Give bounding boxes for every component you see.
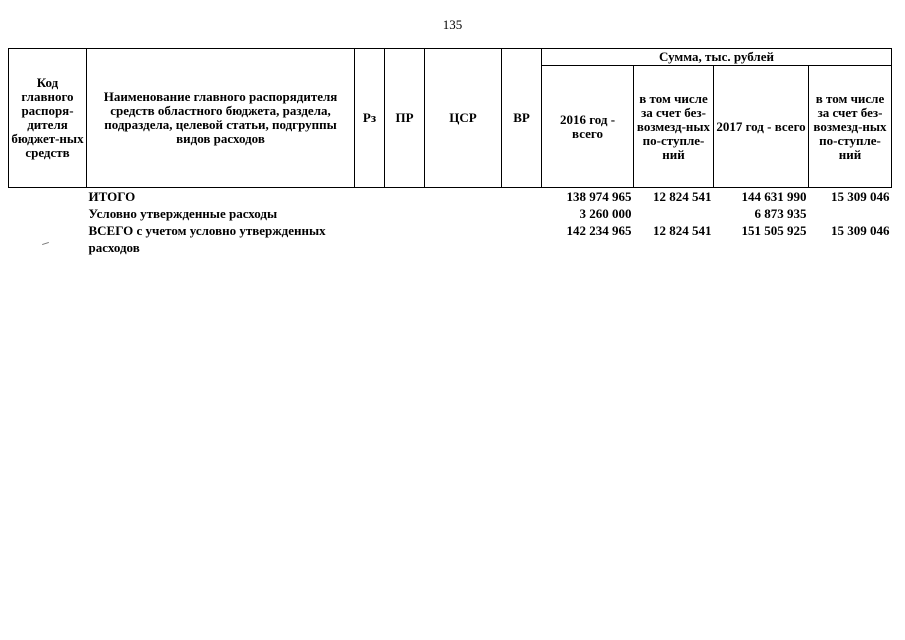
cell-2017-gratuitous: 15 309 046 — [831, 223, 890, 238]
table-row-conditional — [9, 205, 892, 222]
cell-2016-total: 3 260 000 — [579, 206, 632, 221]
header-2016-total: 2016 год - всего — [542, 66, 634, 188]
cell-2016-gratuitous: 12 824 541 — [653, 223, 712, 238]
cell-2017-total: 144 631 990 — [741, 189, 807, 204]
row-name: ВСЕГО с учетом условно утвержденных расходов — [88, 223, 326, 255]
header-2016-gratuitous: в том числе за счет без-возмезд-ных по-ступле-ний — [634, 66, 714, 188]
budget-table — [8, 48, 892, 256]
header-sum-group: Сумма, тыс. рублей — [542, 49, 892, 66]
table-row-total — [9, 188, 892, 206]
table-row-grand-total — [9, 222, 892, 256]
cell-2017-total: 6 873 935 — [754, 206, 807, 221]
cell-2016-gratuitous: 12 824 541 — [653, 189, 712, 204]
page-number: 135 — [442, 17, 463, 32]
row-name: ИТОГО — [88, 189, 136, 204]
header-row-top — [9, 49, 892, 66]
cell-2017-gratuitous — [809, 205, 892, 222]
row-name: Условно утвержденные расходы — [88, 206, 278, 221]
header-2017-gratuitous: в том числе за счет без-возмезд-ных по-ступле-ний — [809, 66, 892, 188]
header-vr: ВР — [502, 49, 542, 188]
cell-2017-gratuitous: 15 309 046 — [831, 189, 890, 204]
header-rz: Рз — [355, 49, 385, 188]
cell-2016-total: 138 974 965 — [566, 189, 632, 204]
header-name: Наименование главного распорядителя средств областного бюджета, раздела, подраздела, целевой статьи, подгруппы видов расходов — [87, 49, 355, 188]
header-2017-total: 2017 год - всего — [714, 66, 809, 188]
cell-2017-total: 151 505 925 — [741, 223, 807, 238]
header-pr: ПР — [385, 49, 425, 188]
header-code: Код главного распоря-дителя бюджет-ных средств — [9, 49, 87, 188]
header-csr: ЦСР — [425, 49, 502, 188]
cell-2016-total: 142 234 965 — [566, 223, 632, 238]
cell-2016-gratuitous — [634, 205, 714, 222]
